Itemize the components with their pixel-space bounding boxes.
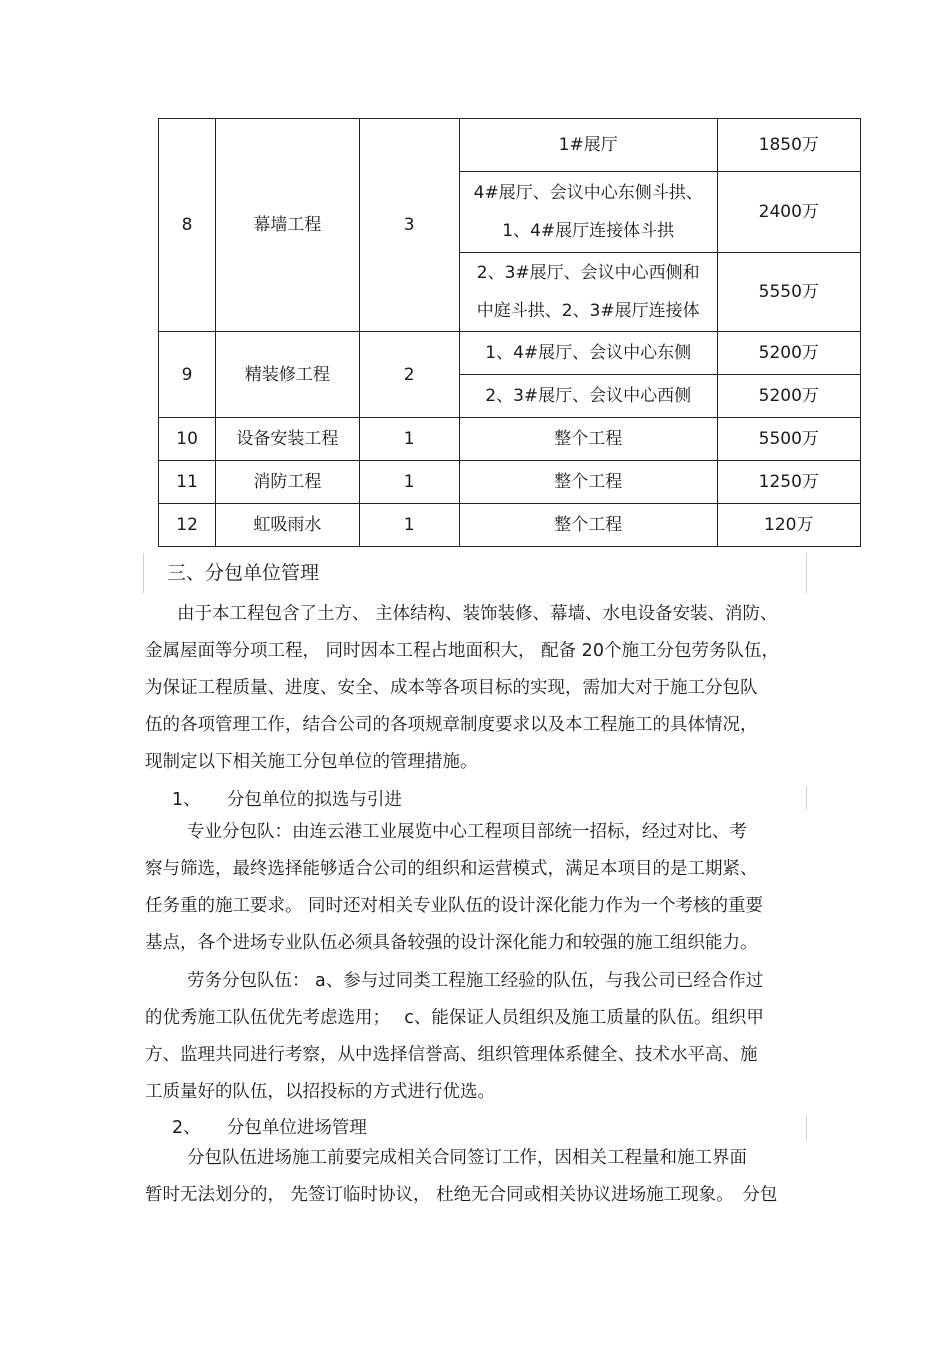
work-name: 消防工程	[216, 461, 359, 504]
team-count: 1	[359, 461, 459, 504]
section-title: 三、分包单位管理	[167, 562, 320, 584]
contract-amount: 5500万	[717, 418, 860, 461]
paragraph-labor-subcontractor: 劳务分包队伍： a、参与过同类工程施工经验的队伍，与我公司已经合作过 的优秀施工队伍优先考虑选用； c、能保证人员组织及施工质量的队伍。组织甲 方、监理共同进行考察，从中选择信誉高、组织管理体系健全、技术水平高、施 工质量好的队伍，以招投标的方式进行优选。	[145, 971, 764, 1102]
work-scope: 4#展厅、会议中心东侧斗拱、 1、4#展厅连接体斗拱	[459, 172, 717, 253]
work-scope: 1、4#展厅、会议中心东侧	[459, 332, 717, 375]
paragraph-professional-subcontractor: 专业分包队：由连云港工业展览中心工程项目部统一招标，经过对比、考 察与筛选，最终选择能够适合公司的组织和运营模式，满足本项目的是工期紧、 任务重的施工要求。 同时还对相关专业队伍的设计深化能力作为一个考核的重要 基点，各个进场专业队伍必须具备较强的设计深化能力和较强的施工组织能力。	[145, 822, 764, 953]
subsection-title-1: 1、 分包单位的拟选与引进	[172, 790, 402, 810]
margin-mark	[143, 553, 144, 593]
team-count: 1	[359, 504, 459, 547]
work-name: 精装修工程	[216, 332, 359, 418]
team-count: 2	[359, 332, 459, 418]
table-row	[159, 418, 861, 461]
contract-amount: 2400万	[717, 172, 860, 253]
work-scope: 整个工程	[459, 504, 717, 547]
row-number: 10	[159, 418, 216, 461]
work-scope: 整个工程	[459, 461, 717, 504]
work-scope: 1#展厅	[459, 119, 717, 172]
row-number: 12	[159, 504, 216, 547]
table-row	[159, 504, 861, 547]
work-name: 虹吸雨水	[216, 504, 359, 547]
contract-amount: 5200万	[717, 332, 860, 375]
subcontract-scope-table	[158, 118, 861, 547]
work-scope: 2、3#展厅、会议中心西侧和 中庭斗拱、2、3#展厅连接体	[459, 253, 717, 332]
contract-amount: 1250万	[717, 461, 860, 504]
section-intro: 由于本工程包含了土方、 主体结构、装饰装修、幕墙、水电设备安装、消防、 金属屋面等分项工程， 同时因本工程占地面积大， 配备 20个施工分包劳务队伍， 为保证工程质量、进度、安全、成本等各项目标的实现，需加大对于施工分包队 伍的各项管理工作，结合公司的各项规章制度要求以及本工程施工的具体情况， 现制定以下相关施工分包单位的管理措施。	[145, 604, 779, 772]
row-number: 9	[159, 332, 216, 418]
team-count: 3	[359, 119, 459, 332]
table-row	[159, 332, 861, 375]
row-number: 11	[159, 461, 216, 504]
work-scope: 2、3#展厅、会议中心西侧	[459, 375, 717, 418]
contract-amount: 1850万	[717, 119, 860, 172]
contract-amount: 120万	[717, 504, 860, 547]
work-name: 幕墙工程	[216, 119, 359, 332]
paragraph-entry-management: 分包队伍进场施工前要完成相关合同签订工作，因相关工程量和施工界面 暂时无法划分的， 先签订临时协议， 杜绝无合同或相关协议进场施工现象。 分包	[145, 1148, 778, 1205]
team-count: 1	[359, 418, 459, 461]
table-row	[159, 461, 861, 504]
work-name: 设备安装工程	[216, 418, 359, 461]
row-number: 8	[159, 119, 216, 332]
table-row	[159, 119, 861, 172]
contract-amount: 5550万	[717, 253, 860, 332]
subsection-title-2: 2、 分包单位进场管理	[172, 1118, 367, 1138]
contract-amount: 5200万	[717, 375, 860, 418]
work-scope: 整个工程	[459, 418, 717, 461]
